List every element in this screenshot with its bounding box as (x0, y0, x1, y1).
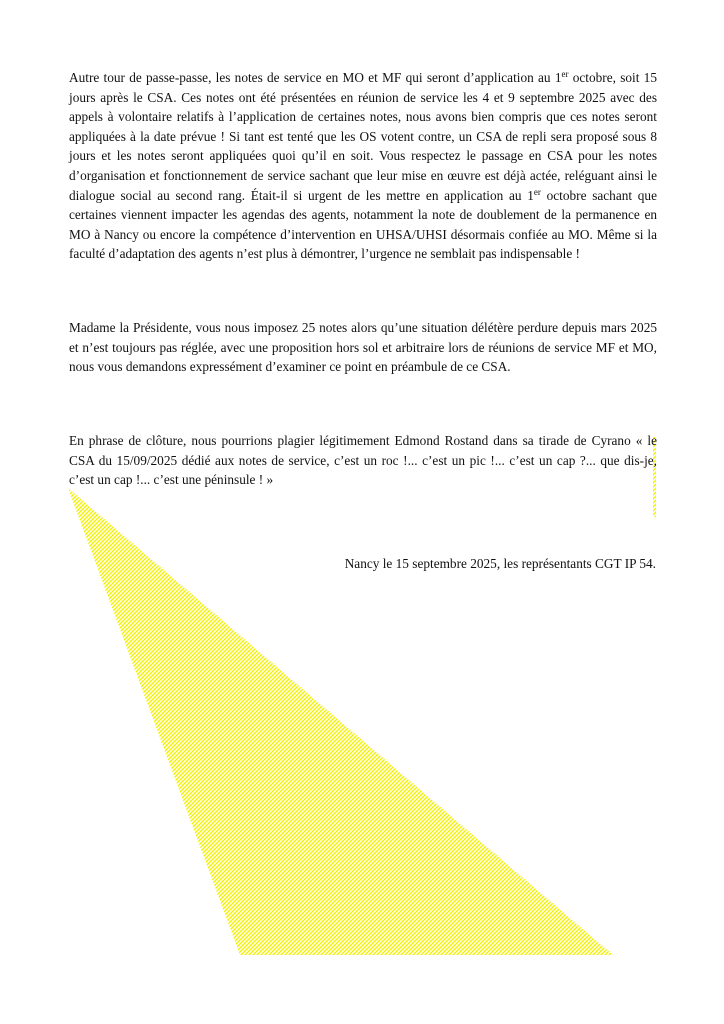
signature-line: Nancy le 15 septembre 2025, les représentants CGT IP 54. (344, 556, 656, 571)
paragraph-2: Madame la Présidente, vous nous imposez 25 notes alors qu’une situation délétère perdure depuis mars 2025 et n’est toujours pas réglée, avec une proposition hors sol et arbitraire lors de réunions de service MF et MO, nous vous demandons expressément d’examiner ce point en préambule de ce CSA. (69, 320, 657, 375)
superscript-er: er (561, 69, 569, 79)
paragraph-1-text-b: octobre, soit 15 jours après le CSA. Ces notes ont été présentées en réunion de service les 4 et 9 septembre 2025 avec des appels à volontaire relatifs à l’application de certaines notes, nous avons bien compris que ces notes seront appliquées à la date prévue ! Si tant est tenté que les OS votent contre, un CSA de repli sera proposé sous 8 jours et les notes seront appliquées quoi qu’il en soit. Vous respectez le passage en CSA pour les notes d’organisation et fonctionnement de service sachant que leur mise en œuvre est déjà actée, reléguant ainsi le dialogue social au second rang. Était-il si urgent de les mettre en application au 1 (69, 70, 657, 203)
paragraph-1 (69, 68, 657, 264)
paragraph-1-text-c: octobre sachant que certaines viennent impacter les agendas des agents, notamment la note de doublement de la permanence en MO à Nancy ou encore la compétence d’intervention en UHSA/UHSI désormais confiée au MO. Même si la faculté d’adaptation des agents n’est plus à démontrer, l’urgence ne semblait pas indispensable ! (69, 187, 657, 262)
paragraph-1-text-a: Autre tour de passe-passe, les notes de service en MO et MF qui seront d’application au 1 (69, 70, 562, 85)
paragraph-3: En phrase de clôture, nous pourrions plagier légitimement Edmond Rostand dans sa tirade de Cyrano « le CSA du 15/09/2025 dédié aux notes de service, c’est un roc !... c’est un pic !... c’est un cap ?... que dis-je, c’est un cap !... c’est une péninsule ! » (69, 433, 657, 488)
superscript-er: er (533, 186, 541, 197)
